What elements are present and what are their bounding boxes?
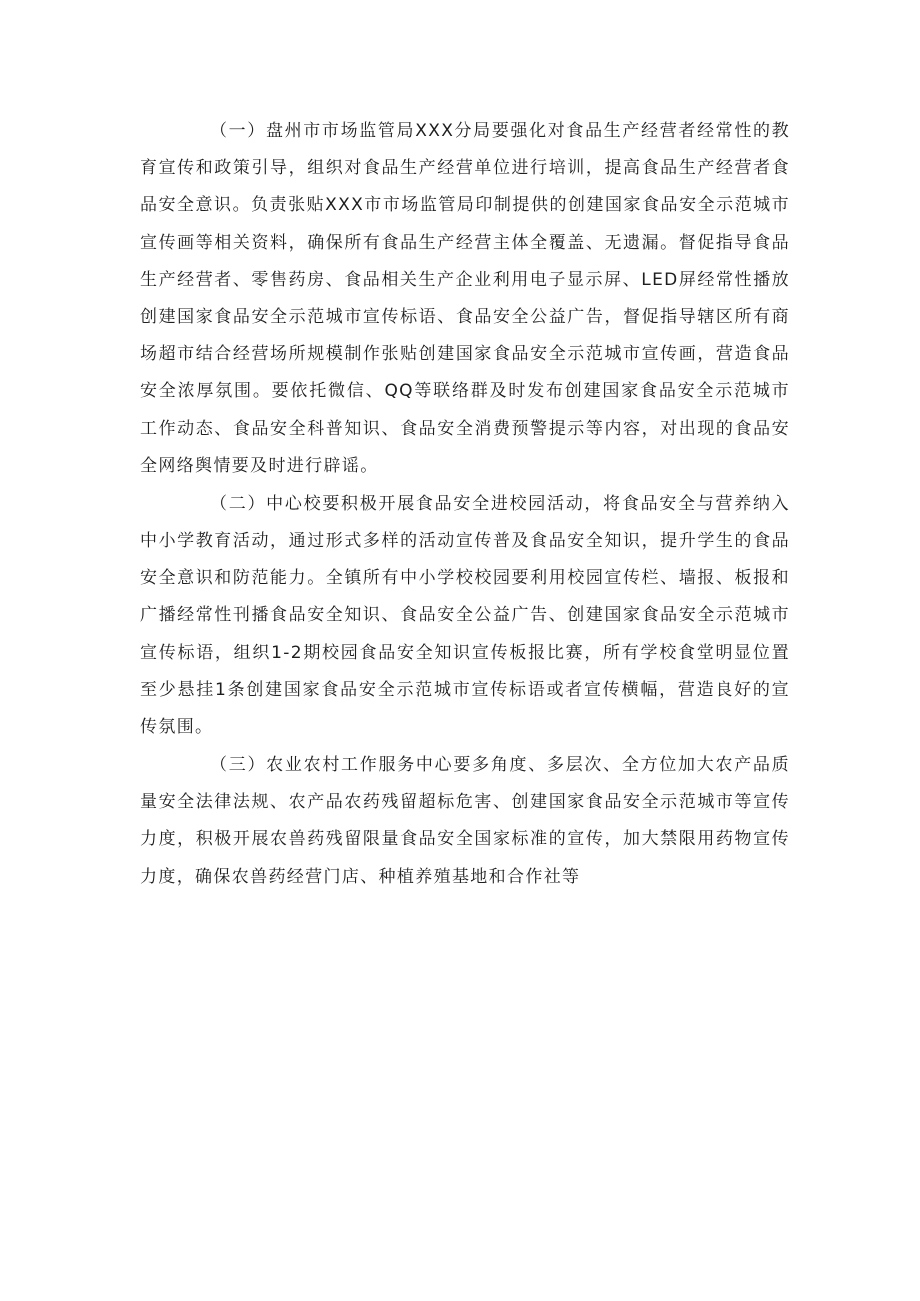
paragraph-agriculture: （三）农业农村工作服务中心要多角度、多层次、全方位加大农产品质量安全法律法规、农产品农药残留超标危害、创建国家食品安全示范城市等宣传力度，积极开展农兽药残留限量食品安全国家标准的宣传，加大禁限用药物宣传力度，确保农兽药经营门店、种植养殖基地和合作社等	[140, 755, 790, 887]
paragraph-school: （二）中心校要积极开展食品安全进校园活动，将食品安全与营养纳入中小学教育活动，通过形式多样的活动宣传普及食品安全知识，提升学生的食品安全意识和防范能力。全镇所有中小学校校园要利用校园宣传栏、墙报、板报和广播经常性刊播食品安全知识、食品安全公益广告、创建国家食品安全示范城市宣传标语，组织1-2期校园食品安全知识宣传板报比赛，所有学校食堂明显位置至少悬挂1条创建国家食品安全示范城市宣传标语或者宣传横幅，营造良好的宣传氛围。	[140, 493, 790, 738]
paragraph-market-supervision: （一）盘州市市场监管局XXX分局要强化对食品生产经营者经常性的教育宣传和政策引导，组织对食品生产经营单位进行培训，提高食品生产经营者食品安全意识。负责张贴XXX市市场监管局印制提供的创建国家食品安全示范城市宣传画等相关资料，确保所有食品生产经营主体全覆盖、无遗漏。督促指导食品生产经营者、零售药房、食品相关生产企业利用电子显示屏、LED屏经常性播放创建国家食品安全示范城市宣传标语、食品安全公益广告，督促指导辖区所有商场超市结合经营场所规模制作张贴创建国家食品安全示范城市宣传画，营造食品安全浓厚氛围。要依托微信、QQ等联络群及时发布创建国家食品安全示范城市工作动态、食品安全科普知识、食品安全消费预警提示等内容，对出现的食品安全网络舆情要及时进行辟谣。	[140, 121, 790, 476]
document-body	[140, 113, 790, 896]
